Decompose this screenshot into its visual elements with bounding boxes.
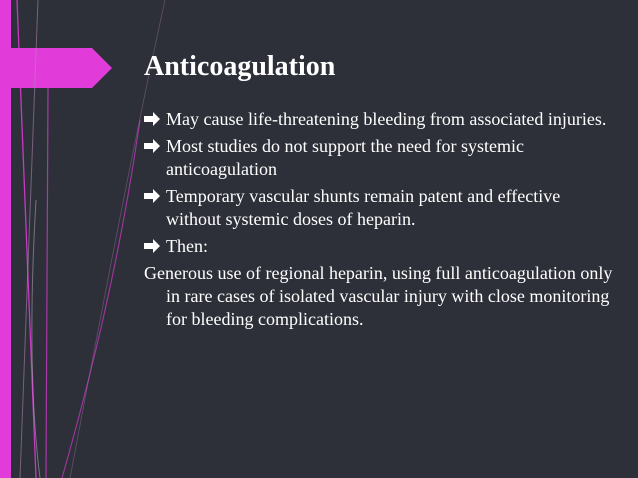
bullet-item xyxy=(144,185,614,231)
slide-title: Anticoagulation xyxy=(144,51,336,82)
bullet-item xyxy=(144,135,614,181)
bullet-item xyxy=(144,235,614,258)
arrow-bullet-icon xyxy=(144,112,160,126)
deco-line xyxy=(46,88,48,478)
arrow-bullet-icon xyxy=(144,239,160,253)
accent-bar xyxy=(0,0,11,478)
bullet-text: Then: xyxy=(166,236,208,256)
bullet-text: Most studies do not support the need for systemic anticoagulation xyxy=(166,136,524,179)
arrow-bullet-icon xyxy=(144,189,160,203)
arrow-bullet-icon xyxy=(144,139,160,153)
title-tab xyxy=(11,48,112,88)
bullet-list xyxy=(144,108,614,258)
slide-body xyxy=(144,108,614,331)
bullet-item xyxy=(144,108,614,131)
bullet-text: May cause life-threatening bleeding from associated injuries. xyxy=(166,109,607,129)
bullet-text: Temporary vascular shunts remain patent and effective without systemic doses of heparin. xyxy=(166,186,561,229)
closing-paragraph: Generous use of regional heparin, using full anticoagulation only in rare cases of isolated vascular injury with close monitoring for bleeding complications. xyxy=(144,263,613,329)
deco-curve xyxy=(32,200,40,478)
